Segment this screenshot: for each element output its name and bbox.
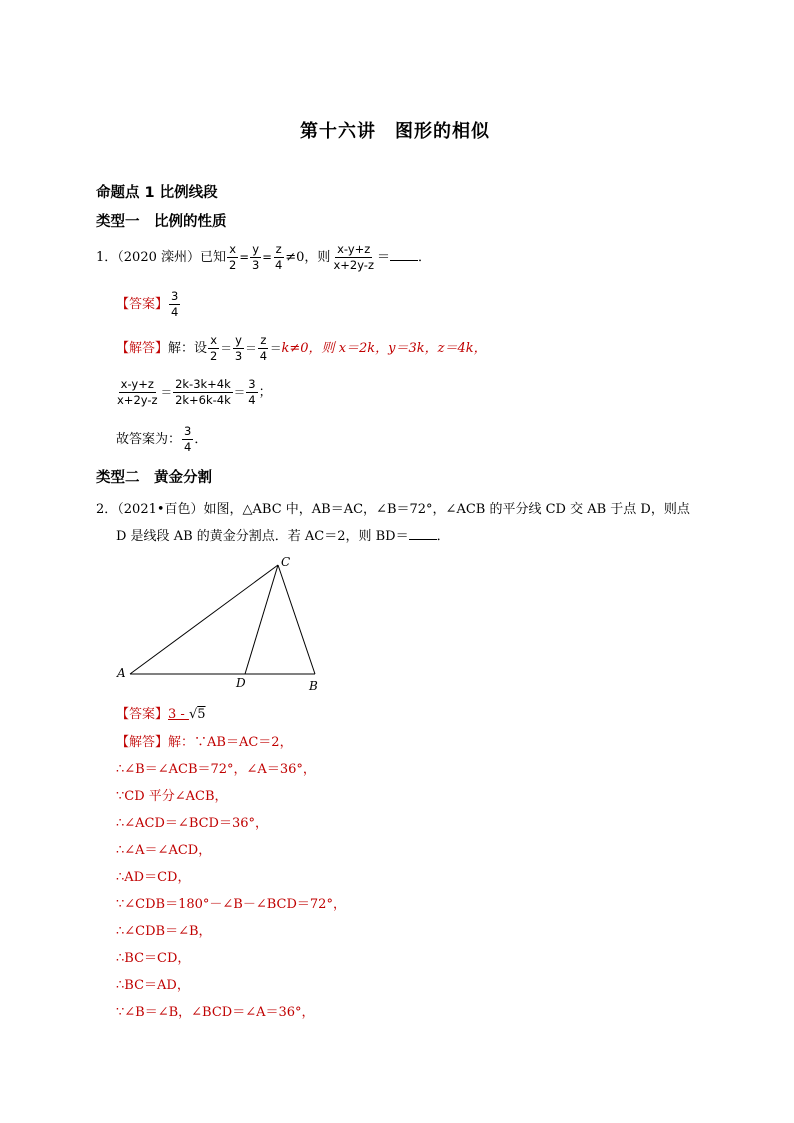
- answer-blank: [390, 248, 418, 261]
- fraction-result: $\frac{3}{4}$: [248, 377, 256, 407]
- vertex-label-a: A: [117, 666, 126, 680]
- final-fraction: $\frac{3}{4}$: [184, 424, 192, 454]
- side-cb: [278, 565, 315, 674]
- final-end: ．: [194, 432, 208, 447]
- sqrt-radicand: 5: [197, 707, 206, 722]
- fraction-x-2: $\frac{x}{2}$: [229, 242, 237, 272]
- solution-step: ∵CD 平分∠ACB，: [116, 789, 228, 804]
- side-ac: [130, 565, 278, 674]
- page-title: 第十六讲 图形的相似: [300, 121, 490, 142]
- q2-line2-end: ．: [436, 529, 450, 544]
- question-2-line-2: [116, 525, 450, 544]
- solution-label: 【解答】: [116, 735, 169, 750]
- q2-solution-line-1: [116, 731, 293, 750]
- solution-step: ∴∠CDB＝∠B，: [116, 924, 212, 939]
- equals-sign: ＝: [377, 250, 391, 265]
- vertex-label-d: D: [236, 676, 246, 690]
- q1-neq-text: ≠0，则: [285, 250, 331, 265]
- solution-step: ∴BC＝CD，: [116, 951, 191, 966]
- question-2-line-1: 2．（2021•百色）如图，△ABC 中，AB＝AC，∠B＝72°，∠ACB 的平分线 CD 交 AB 于点 D，则点: [96, 502, 690, 517]
- answer-label: 【答案】: [116, 297, 169, 312]
- q1-answer: [116, 289, 181, 320]
- vertex-label-b: B: [309, 679, 318, 693]
- solution-step: ∵∠B＝∠B，∠BCD＝∠A＝36°，: [116, 1005, 315, 1020]
- question-1: [96, 242, 431, 273]
- solution-prefix: 解：设: [168, 341, 208, 356]
- line-end: ；: [258, 385, 272, 400]
- solution-step: ∴BC＝AD，: [116, 978, 190, 993]
- q1-final-answer: [116, 424, 207, 455]
- fraction-substituted: $\frac{2k-3k+4k}{2k+6k-4k}$: [175, 377, 231, 407]
- solution-step: ∴∠ACD＝∠BCD＝36°，: [116, 816, 269, 831]
- equals-sign: =: [262, 250, 272, 264]
- fraction-expression: $\frac{x-y+z}{x+2y-z}$: [117, 377, 158, 407]
- solution-label: 【解答】: [116, 341, 169, 356]
- sqrt-symbol: √: [188, 707, 198, 722]
- solution-tail: k≠0，则 x＝2k，y＝3k，z＝4k，: [281, 341, 487, 356]
- type-heading-2: 类型二 黄金分割: [96, 470, 212, 486]
- q2-line2-text: D 是线段 AB 的黄金分割点．若 AC＝2，则 BD＝: [116, 529, 409, 544]
- solution-step: ∴∠A＝∠ACD，: [116, 843, 212, 858]
- q2-answer: [116, 703, 206, 722]
- q1-prefix: 1．（2020 滦州）已知: [96, 250, 226, 265]
- answer-blank: [409, 527, 437, 540]
- equals-sign: =: [239, 250, 249, 264]
- q1-solution-line-2: $\frac{x-y+z}{x+2y-z}$ ＝ $\frac{2k-3k+4k}{2k+6k-4k}$ ＝ $\frac{3}{4}$ ；: [117, 377, 272, 407]
- type-heading-1: 类型一 比例的性质: [96, 214, 227, 230]
- fraction-z-4: $\frac{z}{4}$: [259, 333, 268, 363]
- vertex-label-c: C: [281, 555, 291, 569]
- final-prefix: 故答案为：: [116, 432, 182, 447]
- solution-step: ∴∠B＝∠ACB＝72°，∠A＝36°，: [116, 762, 316, 777]
- fraction-y-3: $\frac{y}{3}$: [251, 242, 260, 272]
- q1-end: ．: [418, 250, 432, 265]
- answer-label: 【答案】: [116, 707, 169, 722]
- section-heading: 命题点 1 比例线段: [96, 185, 218, 201]
- solution-step: ∴AD＝CD，: [116, 870, 191, 885]
- fraction-expression: $\frac{x-y+z}{x+2y-z}$: [333, 242, 374, 272]
- fraction-x-2: $\frac{x}{2}$: [210, 333, 218, 363]
- triangle-figure: [110, 552, 340, 697]
- segment-cd: [245, 565, 278, 674]
- solution-step: ∵∠CDB＝180°－∠B－∠BCD＝72°，: [116, 897, 346, 912]
- fraction-z-4: $\frac{z}{4}$: [274, 242, 283, 272]
- solution-step: 解：∵AB＝AC＝2，: [168, 735, 293, 750]
- q1-solution-line-1: 【解答】解：设 $\frac{x}{2}$ ＝ $\frac{y}{3}$ ＝ $\frac{z}{4}$ ＝k≠0，则 x＝2k，y＝3k，z＝4k，: [116, 333, 487, 363]
- answer-value: 3 -: [168, 707, 189, 722]
- fraction-y-3: $\frac{y}{3}$: [234, 333, 243, 363]
- answer-fraction: $\frac{3}{4}$: [171, 289, 179, 319]
